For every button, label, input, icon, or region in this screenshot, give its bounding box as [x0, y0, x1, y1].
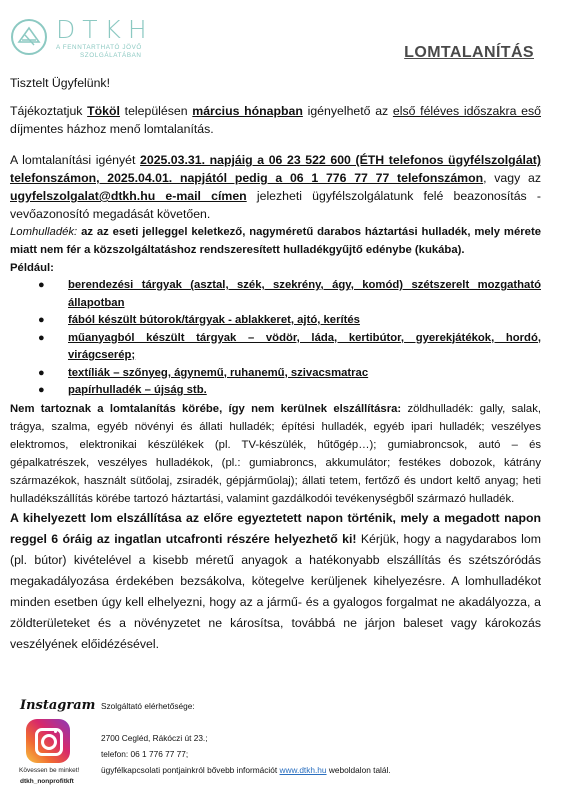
logo-tagline-1: A FENNTARTHATÓ JÖVŐ: [56, 44, 142, 51]
closing-bold: A kihelyezett lom elszállítása az előre egyeztetett napon történik, mely a megadott napon reggel 6 óráig az ingatlan utcafronti részére helyezhető ki!: [10, 510, 541, 546]
bullet-icon: ●: [38, 331, 45, 344]
document-title: LOMTALANÍTÁS: [404, 44, 534, 61]
exclusions-label: Nem tartoznak a lomtalanítás körébe, így nem kerülnek elszállításra:: [10, 402, 402, 415]
instagram-label: Instagram: [20, 698, 96, 713]
request-paragraph: [10, 151, 541, 223]
bullet-icon: ●: [38, 366, 45, 379]
example-text: fából készült bútorok/tárgyak - ablakkeret, ajtó, kerítés: [68, 314, 360, 326]
example-text: berendezési tárgyak (asztal, szék, szekrény, ágy, komód) szétszerelt mozgatható állapotban: [68, 279, 541, 309]
intro-text: díjmentes házhoz menő lomtalanítás.: [10, 122, 214, 136]
examples-list: [10, 277, 541, 400]
footer: [0, 698, 564, 802]
follow-text: Kövessen be minket!: [19, 767, 80, 774]
example-text: papírhulladék – újság stb.: [68, 384, 207, 396]
list-item: [10, 330, 541, 365]
definition-text: az az eseti jelleggel keletkező, nagyméretű darabos háztartási hulladék, mely mérete miatt nem fér a közszolgáltatáshoz rendszeresített hulladékgyűjtő edénybe (kukába).: [10, 226, 541, 256]
intro-text: Tájékoztatjuk: [10, 104, 88, 118]
request-text: , vagy az: [483, 171, 541, 185]
greeting: Tisztelt Ügyfelünk!: [10, 76, 111, 90]
request-text: A lomtalanítási igényét: [10, 153, 141, 167]
instagram-icon[interactable]: [26, 719, 70, 763]
contact-title: Szolgáltató elérhetősége:: [101, 701, 195, 711]
exclusions-paragraph: [10, 400, 541, 508]
list-item: [10, 277, 541, 312]
closing-text: Kérjük, hogy a nagydarabos lom (pl. bútor) kivételével a kisebb méretű anyagok a hatékonyabb elszállítás és szétszóródás megakadályozása érdekében bezsákolva, kötegelve kerüljenek kihelyezésre. A lomhulladékot minden esetben úgy kell elhelyezni, hogy az a jármű- és a gyalogos forgalmat ne akadályozza, a zöldterületeket és a növényzetet ne károsítsa, továbbá ne járjon baleset vagy károkozás veszélyének előidézésével.: [10, 531, 541, 651]
list-item: [10, 382, 541, 400]
contact-info: [101, 762, 391, 778]
list-item: [10, 312, 541, 330]
closing-paragraph: [10, 508, 541, 655]
instagram-lens: [41, 734, 57, 750]
contact-spacer: [101, 714, 391, 730]
contact-address: 2700 Cegléd, Rákóczi út 23.;: [101, 733, 208, 743]
contact-info-text: weboldalon talál.: [326, 765, 391, 775]
phone-info: 2025.03.31. napjáig a 06 23 522 600 (ÉTH telefonos ügyfélszolgálat) telefonszámon, 2025.04.01. napjától pedig a 06 1 776 77 77 telefonszámon: [10, 153, 541, 185]
month-name: március hónapban: [192, 104, 303, 118]
period-text: első féléves időszakra eső: [392, 104, 541, 118]
contact-block: [101, 698, 391, 778]
contact-phone: telefon: 06 1 776 77 77;: [101, 749, 189, 759]
bullet-icon: ●: [38, 384, 45, 396]
intro-text: településen: [119, 104, 193, 118]
bullet-icon: ●: [38, 314, 45, 326]
example-text: textíliák – szőnyeg, ágynemű, ruhanemű, szivacsmatrac: [68, 366, 369, 379]
town-name: Tököl: [87, 104, 120, 118]
intro-text: igényelhető az: [302, 104, 393, 118]
dtkh-logo: [10, 14, 170, 60]
logo-name: DTKH: [56, 15, 154, 44]
dtkh-emblem-icon: [10, 18, 48, 56]
instagram-handle[interactable]: dtkh_nonprofitkft: [20, 778, 74, 785]
request-text: jelezheti ügyfélszolgálatunk felé beazonosítás - vevőazonosító megadását követően.: [10, 189, 541, 221]
instagram-flash: [54, 730, 57, 733]
exclusions-text: zöldhulladék: gally, salak, trágya, szalma, egyéb növényi és állati hulladék; építési hulladék, egyéb ipari hulladék; veszélyes elektromos, elektronikai készülékek (pl. TV-készülék, hűtőgép…); gumiabroncsok, autó – és gépalkatrészek, veszélyes hulladékok, (pl.: gumiabroncs, akkumulátor; festékes dobozok, kátrány származékok, használt sütőolaj, zsiradék, gépjárműolaj); állati tetem, fertőző és undort keltő anyag; heti hulladékszállítás körébe tartozó háztartási, valamint gazdálkodói tevékenységből származó hulladék.: [10, 402, 541, 505]
contact-info-text: ügyfélkapcsolati pontjainkról bővebb információt: [101, 765, 280, 775]
bullet-icon: ●: [38, 279, 45, 291]
email-info[interactable]: ugyfelszolgalat@dtkh.hu e-mail címen: [10, 189, 247, 203]
examples-title: Például:: [10, 262, 54, 274]
example-text: műanyagból készült tárgyak – vödör, láda, kertibútor, gyerekjátékok, hordó, virágcserép;: [68, 331, 541, 361]
letter-body: [10, 74, 541, 655]
definition-label: Lomhulladék:: [10, 226, 78, 238]
definition-paragraph: [10, 223, 541, 259]
list-item: [10, 365, 541, 383]
website-link[interactable]: www.dtkh.hu: [279, 765, 327, 775]
intro-paragraph: [10, 102, 541, 138]
logo-tagline-2: SZOLGÁLATÁBAN: [80, 52, 142, 59]
